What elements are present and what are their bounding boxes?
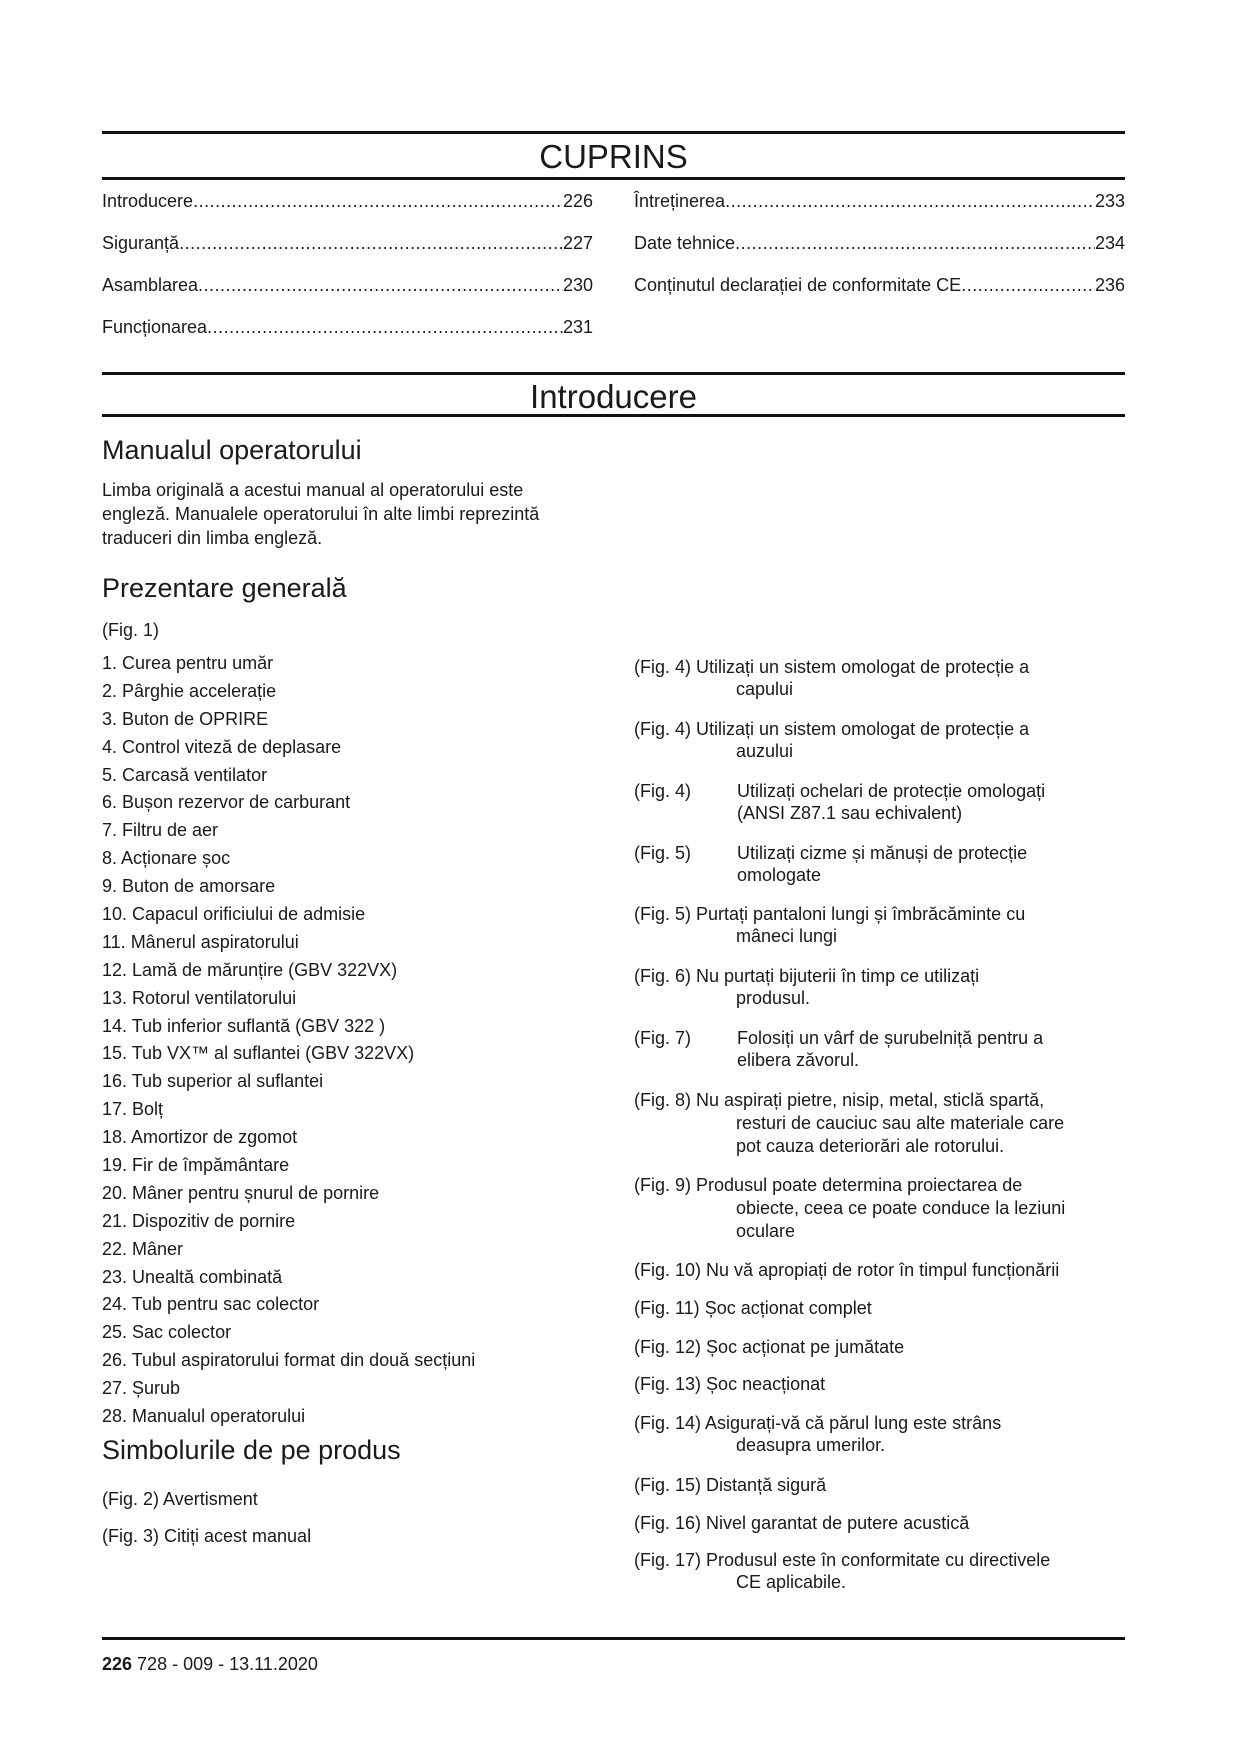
- toc-entry-label: Date tehnice: [634, 233, 736, 253]
- toc-entry-page: 234: [1094, 233, 1125, 253]
- symbol-entry: (Fig. 2) Avertisment: [102, 1489, 258, 1509]
- toc-leader-dots: [735, 233, 1095, 254]
- toc-entry-page: 227: [562, 233, 593, 253]
- doc-number-rest: 728 - 009 - 13.11.2020: [132, 1654, 318, 1674]
- toc-title: CUPRINS: [539, 138, 688, 175]
- symbol-text: Utilizați un sistem omologat de protecție a: [696, 657, 1030, 677]
- list-item: 16. Tub superior al suflantei: [102, 1071, 324, 1092]
- symbol-text: resturi de cauciuc sau alte materiale care: [736, 1113, 1065, 1133]
- symbol-text-block: [737, 1027, 1114, 1071]
- toc-entry[interactable]: [102, 275, 593, 317]
- symbol-fig-ref: (Fig. 4): [634, 657, 692, 677]
- toc-entry-label: Întreținerea: [634, 191, 726, 211]
- symbol-entry: (Fig. 3) Citiți acest manual: [102, 1526, 312, 1546]
- list-item: 23. Unealtă combinată: [102, 1266, 283, 1287]
- toc-entry[interactable]: [634, 233, 1125, 275]
- list-item: 19. Fir de împământare: [102, 1155, 290, 1176]
- symbol-text: Produsul este în conformitate cu directivele: [706, 1550, 1051, 1570]
- symbol-text: Folosiți un vârf de șurubelniță pentru a: [737, 1028, 1044, 1048]
- list-item: 20. Mâner pentru șnurul de pornire: [102, 1182, 380, 1203]
- symbol-text: Utilizați cizme și mănuși de protecție: [737, 843, 1028, 863]
- symbol-text: capului: [736, 679, 794, 699]
- symbol-fig-ref: (Fig. 12): [634, 1337, 702, 1357]
- intro-top-rule: [102, 372, 1125, 375]
- symbol-entry: [634, 780, 1114, 824]
- manual-text-line: engleză. Manualele operatorului în alte limbi reprezintă: [102, 504, 540, 524]
- symbol-fig-ref: (Fig. 4): [634, 781, 692, 801]
- symbol-text: Purtați pantaloni lungi și îmbrăcăminte cu: [696, 904, 1026, 924]
- toc-entry-page: 226: [562, 191, 593, 211]
- symbol-text: Nu aspirați pietre, nisip, metal, sticlă spartă,: [696, 1090, 1045, 1110]
- symbol-text: Șoc acționat pe jumătate: [706, 1337, 905, 1357]
- list-item: 1. Curea pentru umăr: [102, 653, 274, 673]
- symbol-fig-ref: (Fig. 13): [634, 1374, 702, 1394]
- list-item: 24. Tub pentru sac colector: [102, 1294, 320, 1315]
- toc-leader-dots: [198, 275, 563, 296]
- symbol-text: pot cauza deteriorări ale rotorului.: [736, 1136, 1005, 1156]
- symbol-text: obiecte, ceea ce poate conduce la leziuni: [736, 1198, 1066, 1218]
- symbol-fig-ref: (Fig. 17): [634, 1550, 702, 1570]
- symbol-entry: [634, 903, 1114, 947]
- list-item: 17. Bolț: [102, 1099, 164, 1120]
- symbol-text: (ANSI Z87.1 sau echivalent): [737, 803, 963, 823]
- toc-entry[interactable]: [102, 233, 593, 275]
- symbol-text: Șoc acționat complet: [704, 1298, 872, 1318]
- toc-entry-page: 236: [1094, 275, 1125, 295]
- symbol-entry: [634, 1174, 1114, 1243]
- list-item: 11. Mânerul aspiratorului: [102, 931, 299, 952]
- symbol-text: auzului: [736, 741, 794, 761]
- symbol-entry: [634, 1259, 1114, 1281]
- list-item: 25. Sac colector: [102, 1322, 232, 1343]
- symbol-fig-ref: (Fig. 10): [634, 1260, 702, 1280]
- toc-entry-label: Asamblarea: [102, 275, 199, 295]
- symbol-text: elibera zăvorul.: [737, 1050, 860, 1070]
- doc-number-bold: 226: [102, 1654, 133, 1674]
- toc-leader-dots: [207, 317, 563, 338]
- symbol-text: omologate: [737, 865, 822, 885]
- parts-list: [102, 651, 475, 1432]
- toc-leader-dots: [725, 191, 1095, 212]
- symbol-text: CE aplicabile.: [736, 1572, 847, 1592]
- toc-entry-label: Siguranță: [102, 233, 180, 253]
- list-item: 22. Mâner: [102, 1238, 184, 1259]
- symbol-text: Nivel garantat de putere acustică: [706, 1513, 970, 1533]
- symbol-fig-ref: (Fig. 4): [634, 719, 692, 739]
- symbol-text: Nu vă apropiați de rotor în timpul funcționării: [706, 1260, 1060, 1280]
- toc-right-column: [634, 191, 1125, 317]
- doc-number: [102, 1654, 318, 1675]
- symbol-text: Produsul poate determina proiectarea de: [696, 1175, 1023, 1195]
- symbol-text-block: [737, 842, 1114, 886]
- toc-bottom-rule: [102, 177, 1125, 180]
- symbol-text: deasupra umerilor.: [736, 1435, 886, 1455]
- symbol-fig-ref: (Fig. 8): [634, 1090, 692, 1110]
- symbol-fig-ref: (Fig. 5): [634, 843, 692, 863]
- toc-entry-label: Introducere: [102, 191, 194, 211]
- symbol-text: Utilizați un sistem omologat de protecție a: [696, 719, 1030, 739]
- symbol-fig-ref: (Fig. 15): [634, 1475, 702, 1495]
- list-item: 28. Manualul operatorului: [102, 1406, 306, 1427]
- symbol-entry: [634, 1336, 1114, 1358]
- symbol-text: Asigurați-vă că părul lung este strâns: [705, 1413, 1002, 1433]
- list-item: 14. Tub inferior suflantă (GBV 322 ): [102, 1015, 386, 1036]
- symbols-heading: Simbolurile de pe produs: [102, 1435, 401, 1465]
- symbol-text: mâneci lungi: [736, 926, 838, 946]
- list-item: 10. Capacul orificiului de admisie: [102, 904, 366, 925]
- symbol-entry: [634, 1027, 1114, 1071]
- symbol-text: Utilizați ochelari de protecție omologați: [737, 781, 1046, 801]
- intro-bottom-rule: [102, 414, 1125, 417]
- list-item: 26. Tubul aspiratorului format din două secțiuni: [102, 1350, 476, 1371]
- list-item: 9. Buton de amorsare: [102, 876, 276, 897]
- symbol-fig-ref: (Fig. 11): [634, 1298, 700, 1318]
- symbol-text: Distanță sigură: [706, 1475, 827, 1495]
- symbol-text-block: [737, 780, 1114, 824]
- symbol-text: produsul.: [736, 988, 811, 1008]
- list-item: 18. Amortizor de zgomot: [102, 1127, 298, 1148]
- list-item: 21. Dispozitiv de pornire: [102, 1210, 296, 1231]
- overview-fig-ref: (Fig. 1): [102, 620, 160, 640]
- toc-entry[interactable]: [102, 191, 593, 233]
- symbol-entry: [634, 1512, 1114, 1534]
- symbol-entry: [634, 1474, 1114, 1496]
- toc-entry[interactable]: [634, 191, 1125, 233]
- toc-leader-dots: [179, 233, 563, 254]
- symbol-fig-ref: (Fig. 7): [634, 1028, 692, 1048]
- list-item: 15. Tub VX™ al suflantei (GBV 322VX): [102, 1043, 415, 1064]
- symbol-text: Nu purtați bijuterii în timp ce utilizați: [696, 966, 980, 986]
- symbol-fig-ref: (Fig. 16): [634, 1513, 702, 1533]
- list-item: 8. Acționare șoc: [102, 848, 231, 869]
- symbol-fig-ref: (Fig. 9): [634, 1175, 692, 1195]
- symbol-text: Șoc neacționat: [706, 1374, 826, 1394]
- symbol-entry: [634, 1549, 1114, 1593]
- list-item: 5. Carcasă ventilator: [102, 764, 268, 785]
- footer-rule: [102, 1637, 1125, 1640]
- intro-title: Introducere: [530, 378, 697, 415]
- symbol-entry: [634, 1297, 1114, 1319]
- toc-entry-page: 233: [1094, 191, 1125, 211]
- symbol-fig-ref: (Fig. 5): [634, 904, 692, 924]
- toc-entry[interactable]: [102, 317, 593, 359]
- toc-entry-label: Funcționarea: [102, 317, 208, 337]
- list-item: 2. Pârghie accelerație: [102, 680, 277, 701]
- list-item: 7. Filtru de aer: [102, 820, 219, 841]
- symbol-entry: [634, 842, 1114, 886]
- symbol-entry: [634, 1373, 1114, 1395]
- manual-heading: Manualul operatorului: [102, 435, 362, 465]
- toc-entry-label: Conținutul declarației de conformitate CE: [634, 275, 962, 295]
- symbol-text: oculare: [736, 1221, 796, 1241]
- toc-left-column: [102, 191, 593, 359]
- overview-heading: Prezentare generală: [102, 573, 347, 603]
- list-item: 3. Buton de OPRIRE: [102, 708, 269, 729]
- symbol-fig-ref: (Fig. 6): [634, 966, 692, 986]
- toc-entry-page: 230: [562, 275, 593, 295]
- symbol-entry: [634, 718, 1114, 762]
- manual-text-line: traduceri din limba engleză.: [102, 528, 323, 548]
- symbol-fig-ref: (Fig. 14): [634, 1413, 702, 1433]
- symbol-entry: [634, 965, 1114, 1009]
- list-item: 13. Rotorul ventilatorului: [102, 987, 297, 1008]
- toc-entry-page: 231: [562, 317, 593, 337]
- toc-top-rule: [102, 131, 1125, 134]
- list-item: 27. Șurub: [102, 1378, 181, 1399]
- list-item: 6. Bușon rezervor de carburant: [102, 792, 351, 813]
- toc-leader-dots: [961, 275, 1095, 296]
- symbol-entry: [634, 1089, 1114, 1158]
- toc-leader-dots: [193, 191, 563, 212]
- list-item: 4. Control viteză de deplasare: [102, 736, 342, 757]
- manual-text-line: Limba originală a acestui manual al operatorului este: [102, 480, 524, 500]
- toc-entry[interactable]: [634, 275, 1125, 317]
- symbol-entry: [634, 1412, 1114, 1456]
- symbol-entry: [634, 656, 1114, 700]
- list-item: 12. Lamă de mărunțire (GBV 322VX): [102, 959, 398, 980]
